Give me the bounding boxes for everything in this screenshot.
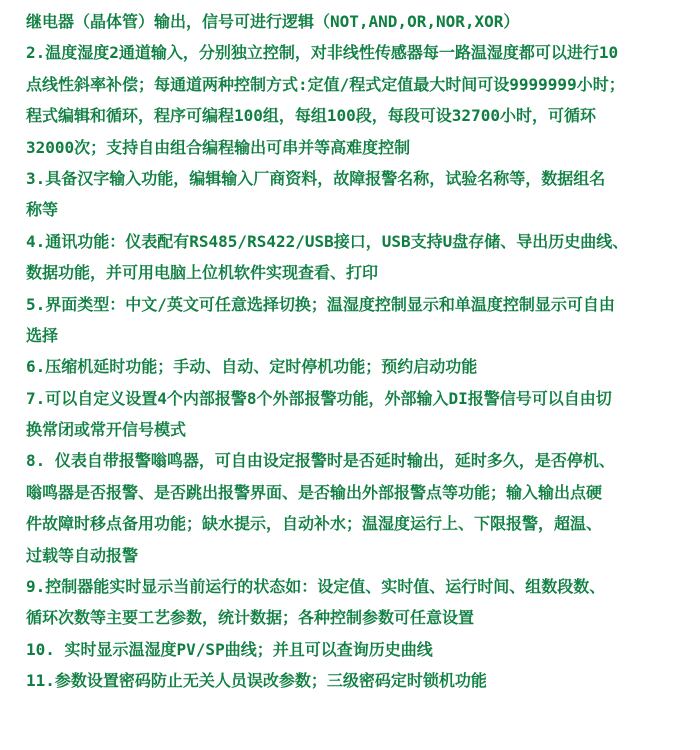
text-line: 2.温度湿度2通道输入，分别独立控制，对非线性传感器每一路温湿度都可以进行10	[26, 43, 619, 63]
text-line: 9.控制器能实时显示当前运行的状态如：设定值、实时值、运行时间、组数段数、	[26, 577, 606, 597]
text-line: 换常闭或常开信号模式	[26, 420, 187, 440]
spec-text-block	[26, 6, 698, 697]
text-line: 过载等自动报警	[26, 545, 139, 565]
text-line: 程式编辑和循环，程序可编程100组，每组100段，每段可设32700小时，可循环	[26, 106, 596, 126]
text-line: 循环次数等主要工艺参数，统计数据；各种控制参数可任意设置	[26, 608, 475, 628]
text-line: 数据功能，并可用电脑上位机软件实现查看、打印	[26, 263, 379, 283]
text-line: 8. 仪表自带报警嗡鸣器，可自由设定报警时是否延时输出，延时多久，是否停机、	[26, 451, 615, 471]
text-line: 选择	[26, 325, 59, 345]
text-line: 继电器（晶体管）输出，信号可进行逻辑（NOT,AND,OR,NOR,XOR）	[26, 12, 520, 31]
text-line: 4.通讯功能：仪表配有RS485/RS422/USB接口，USB支持U盘存储、导出历史曲线、	[26, 231, 629, 251]
text-line: 点线性斜率补偿；每通道两种控制方式:定值/程式定值最大时间可设9999999小时；	[26, 74, 625, 94]
text-line: 件故障时移点备用功能；缺水提示，自动补水；温湿度运行上、下限报警，超温、	[26, 514, 603, 534]
text-line: 称等	[26, 200, 59, 220]
text-line: 32000次；支持自由组合编程输出可串并等高难度控制	[26, 137, 411, 157]
text-line: 嗡鸣器是否报警、是否跳出报警界面、是否输出外部报警点等功能；输入输出点硬	[26, 482, 603, 502]
text-line: 10. 实时显示温湿度PV/SP曲线；并且可以查询历史曲线	[26, 639, 433, 659]
text-line: 6.压缩机延时功能；手动、自动、定时停机功能；预约启动功能	[26, 357, 478, 377]
text-line: 7.可以自定义设置4个内部报警8个外部报警功能，外部输入DI报警信号可以自由切	[26, 388, 612, 408]
text-line: 11.参数设置密码防止无关人员误改参数；三级密码定时锁机功能	[26, 671, 487, 691]
text-line: 5.界面类型：中文/英文可任意选择切换；温湿度控制显示和单温度控制显示可自由	[26, 294, 615, 314]
text-line: 3.具备汉字输入功能，编辑输入厂商资料，故障报警名称，试验名称等，数据组名	[26, 168, 606, 188]
